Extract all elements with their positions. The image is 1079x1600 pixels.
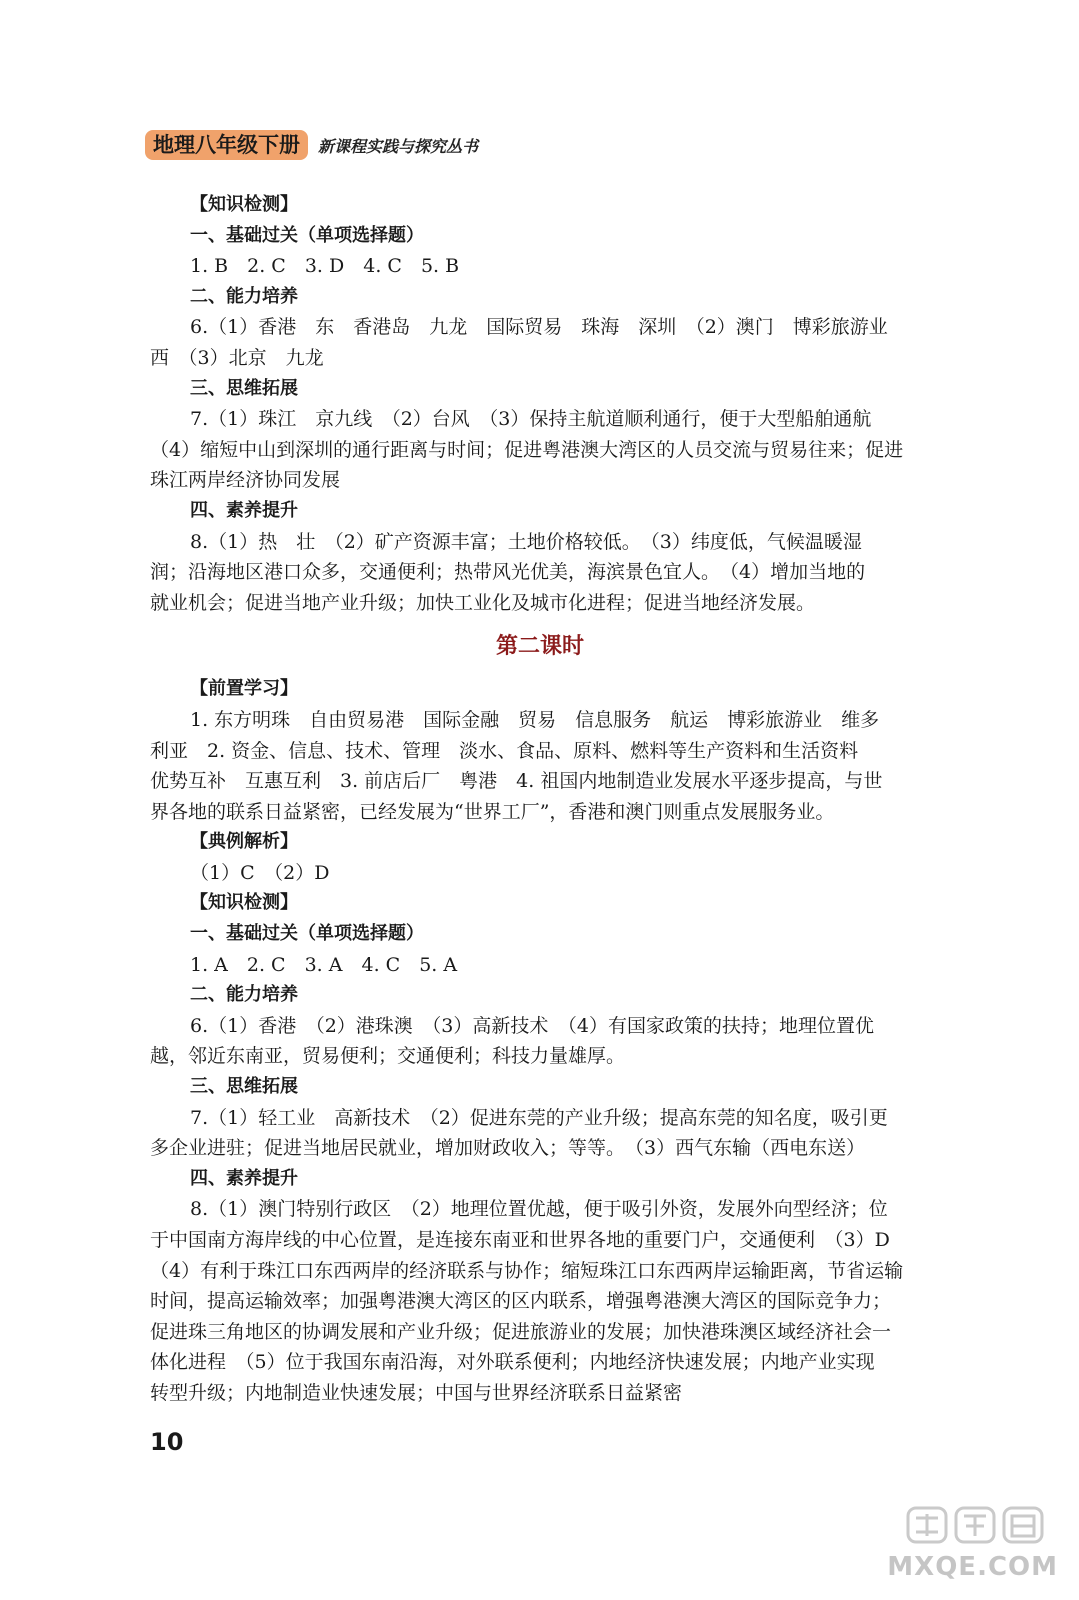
answer-line: 优势互补 互惠互利 3. 前店后厂 粤港 4. 祖国内地制造业发展水平逐步提高，与世 <box>150 770 883 793</box>
answer-line: 6.（1）香港 东 香港岛 九龙 国际贸易 珠海 深圳 （2）澳门 博彩旅游业 <box>190 316 888 339</box>
answer-line: 界各地的联系日益紧密，已经发展为“世界工厂”，香港和澳门则重点发展服务业。 <box>150 800 835 823</box>
page-header <box>145 128 478 162</box>
answer-line: 7.（1）珠江 京九线 （2）台风 （3）保持主航道顺利通行，便于大型船舶通航 <box>190 408 872 431</box>
answer-line: 西 （3）北京 九龙 <box>150 346 324 369</box>
answer-line: 珠江两岸经济协同发展 <box>150 469 341 492</box>
answer-line: 润；沿海地区港口众多，交通便利；热带风光优美，海滨景色宜人。 （4）增加当地的 <box>150 561 866 584</box>
answer-line: 多企业进驻；促进当地居民就业，增加财政收入；等等。 （3）西气东输（西电东送） <box>150 1137 866 1160</box>
answer-line: 体化进程 （5）位于我国东南沿海，对外联系便利；内地经济快速发展；内地产业实现 <box>150 1351 875 1374</box>
answer-line: 1. B 2. C 3. D 4. C 5. B <box>190 255 460 278</box>
subsection-heading: 二、能力培养 <box>190 984 298 1006</box>
answer-content <box>150 190 970 1409</box>
subsection-heading: 四、素养提升 <box>190 499 298 521</box>
subsection-heading: 三、思维拓展 <box>190 1076 298 1098</box>
answer-line: 7.（1）轻工业 高新技术 （2）促进东莞的产业升级；提高东莞的知名度，吸引更 <box>190 1106 888 1129</box>
page-number: 10 <box>150 1428 184 1456</box>
answer-line: 就业机会；促进当地产业升级；加快工业化及城市化进程；促进当地经济发展。 <box>150 591 816 614</box>
series-title: 新课程实践与探究丛书 <box>318 136 479 156</box>
section-heading: 【知识检测】 <box>190 194 298 215</box>
lesson-title: 第二课时 <box>495 634 584 660</box>
answer-line: 1. A 2. C 3. A 4. C 5. A <box>190 953 458 976</box>
subsection-heading: 二、能力培养 <box>190 285 298 307</box>
answer-line: 8.（1）热 壮 （2）矿产资源丰富；土地价格较低。 （3）纬度低，气候温暖湿 <box>190 530 862 553</box>
answer-line: （4）有利于珠江口东西两岸的经济联系与协作；缩短珠江口东西两岸运输距离，节省运输 <box>150 1259 904 1282</box>
answer-line: 1. 东方明珠 自由贸易港 国际金融 贸易 信息服务 航运 博彩旅游业 维多 <box>190 708 880 731</box>
subsection-heading: 四、素养提升 <box>190 1167 298 1189</box>
answer-line: （4）缩短中山到深圳的通行距离与时间；促进粤港澳大湾区的人员交流与贸易往来；促进 <box>150 438 904 461</box>
answer-line: 于中国南方海岸线的中心位置，是连接东南亚和世界各地的重要门户，交通便利 （3）D <box>150 1229 890 1251</box>
answer-line: 利亚 2. 资金、信息、技术、管理 淡水、食品、原料、燃料等生产资料和生活资料 <box>150 739 859 762</box>
subsection-heading: 一、基础过关（单项选择题） <box>190 923 424 945</box>
section-heading: 【知识检测】 <box>190 892 298 914</box>
watermark-text: MXQE.COM <box>887 1552 1058 1582</box>
subsection-heading: 三、思维拓展 <box>190 377 298 399</box>
answer-line: 时间，提高运输效率；加强粤港澳大湾区的区内联系，增强粤港澳大湾区的国际竞争力； <box>150 1290 892 1313</box>
answer-line: （1）C （2）D <box>190 861 330 884</box>
answer-line: 促进珠三角地区的协调发展和产业升级；促进旅游业的发展；加快港珠澳区域经济社会一 <box>150 1320 892 1343</box>
answer-line: 越，邻近东南亚，贸易便利；交通便利；科技力量雄厚。 <box>150 1045 626 1068</box>
site-watermark <box>880 1500 1070 1590</box>
section-heading: 【前置学习】 <box>190 678 298 700</box>
section-heading: 【典例解析】 <box>190 831 298 853</box>
answer-line: 8.（1）澳门特别行政区 （2）地理位置优越，便于吸引外资，发展外向型经济；位 <box>190 1198 888 1221</box>
book-title-badge: 地理八年级下册 <box>145 130 308 160</box>
answer-line: 6.（1）香港 （2）港珠澳 （3）高新技术 （4）有国家政策的扶持；地理位置优 <box>190 1014 874 1037</box>
subsection-heading: 一、基础过关（单项选择题） <box>190 224 424 246</box>
answer-line: 转型升级；内地制造业快速发展；中国与世界经济联系日益紧密 <box>150 1381 683 1404</box>
watermark-logo-icon <box>900 1502 1050 1546</box>
